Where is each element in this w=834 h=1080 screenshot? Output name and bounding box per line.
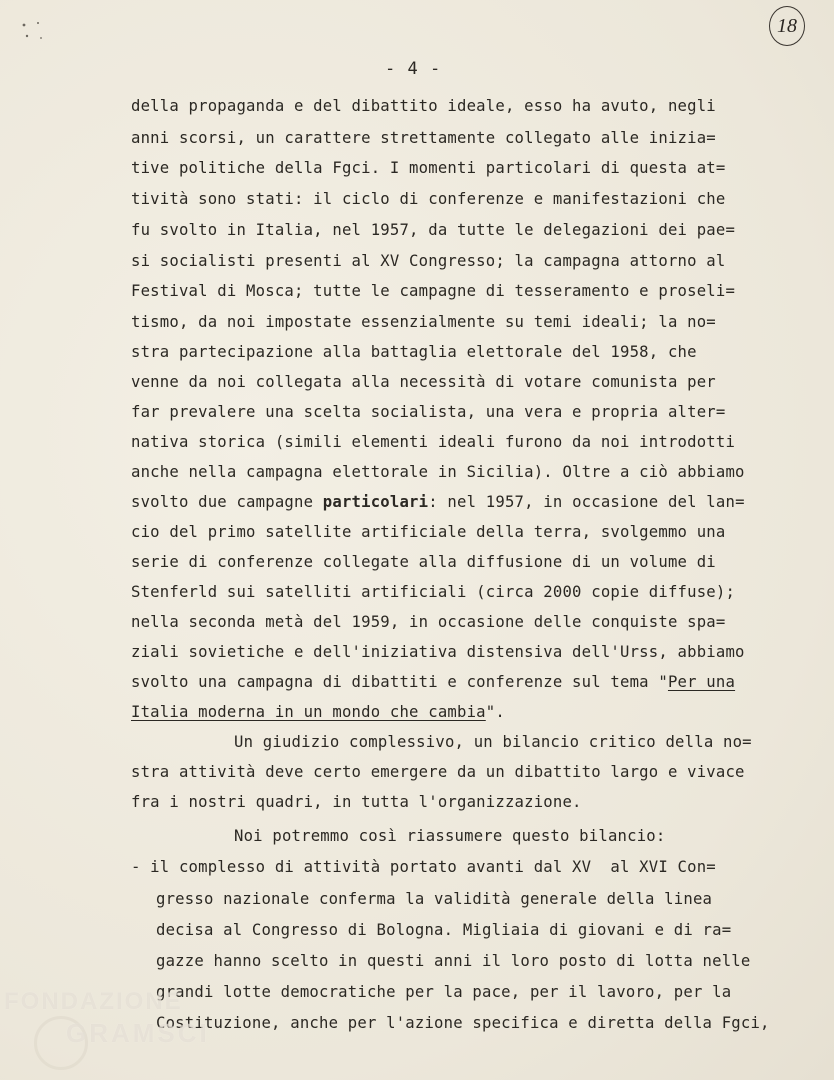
text-line: gazze hanno scelto in questi anni il loro posto di lotta nelle [156, 952, 751, 970]
text-line: decisa al Congresso di Bologna. Migliaia di giovani e di ra= [156, 921, 732, 939]
text-line: si socialisti presenti al XV Congresso; la campagna attorno al [131, 252, 726, 270]
text-line: far prevalere una scelta socialista, una vera e propria alter= [131, 403, 726, 421]
line-text: : nel 1957, in occasione del lan= [428, 493, 745, 511]
line-text: ". [485, 703, 505, 721]
text-line [131, 702, 505, 722]
line-text: svolto due campagne [131, 493, 323, 511]
text-line: anche nella campagna elettorale in Sicilia). Oltre a ciò abbiamo [131, 463, 745, 481]
text-line: nativa storica (simili elementi ideali furono da noi introdotti [131, 433, 736, 451]
paragraph-start-line: Noi potremmo così riassumere questo bilancio: [234, 827, 666, 845]
text-line: Costituzione, anche per l'azione specifica e diretta della Fgci, [156, 1014, 770, 1032]
watermark-line2: GRAMSCI [66, 1018, 210, 1048]
text-line: grandi lotte democratiche per la pace, per il lavoro, per la [156, 983, 732, 1001]
underlined-title: Per una [667, 673, 736, 691]
paragraph-start-line: Un giudizio complessivo, un bilancio critico della no= [234, 733, 752, 751]
text-line: fra i nostri quadri, in tutta l'organizzazione. [131, 793, 582, 811]
fondazione-gramsci-watermark [4, 988, 264, 1078]
watermark-line1: FONDAZIONE [4, 988, 183, 1015]
bold-word: particolari [322, 493, 429, 511]
underlined-title: Italia moderna in un mondo che cambia [131, 703, 486, 721]
text-line [131, 492, 745, 512]
text-line: venne da noi collegata alla necessità di votare comunista per [131, 373, 716, 391]
text-line: Festival di Mosca; tutte le campagne di tesseramento e proseli= [131, 282, 736, 300]
text-line: serie di conferenze collegate alla diffusione di un volume di [131, 553, 716, 571]
text-line [131, 672, 735, 692]
archive-page-number-stamp: 18 [769, 6, 805, 46]
text-line: tive politiche della Fgci. I momenti particolari di questa at= [131, 159, 726, 177]
line-text: svolto una campagna di dibattiti e conferenze sul tema " [131, 673, 668, 691]
text-line: anni scorsi, un carattere strettamente collegato alle inizia= [131, 129, 716, 147]
text-line: fu svolto in Italia, nel 1957, da tutte le delegazioni dei pae= [131, 221, 736, 239]
text-line: tismo, da noi impostate essenzialmente su temi ideali; la no= [131, 313, 716, 331]
text-line: stra attività deve certo emergere da un dibattito largo e vivace [131, 763, 745, 781]
text-line: stra partecipazione alla battaglia elettorale del 1958, che [131, 343, 697, 361]
text-line: cio del primo satellite artificiale della terra, svolgemmo una [131, 523, 726, 541]
paper-specks [20, 20, 44, 42]
text-line: nella seconda metà del 1959, in occasione delle conquiste spa= [131, 613, 726, 631]
page-number: - 4 - [385, 59, 442, 79]
text-line: tività sono stati: il ciclo di conferenze e manifestazioni che [131, 190, 726, 208]
text-line: Stenferld sui satelliti artificiali (circa 2000 copie diffuse); [131, 583, 736, 601]
text-line: della propaganda e del dibattito ideale, esso ha avuto, negli [131, 97, 716, 115]
list-item-first-line: - il complesso di attività portato avanti dal XV al XVI Con= [131, 858, 716, 876]
text-line: ziali sovietiche e dell'iniziativa distensiva dell'Urss, abbiamo [131, 643, 745, 661]
text-line: gresso nazionale conferma la validità generale della linea [156, 890, 713, 908]
